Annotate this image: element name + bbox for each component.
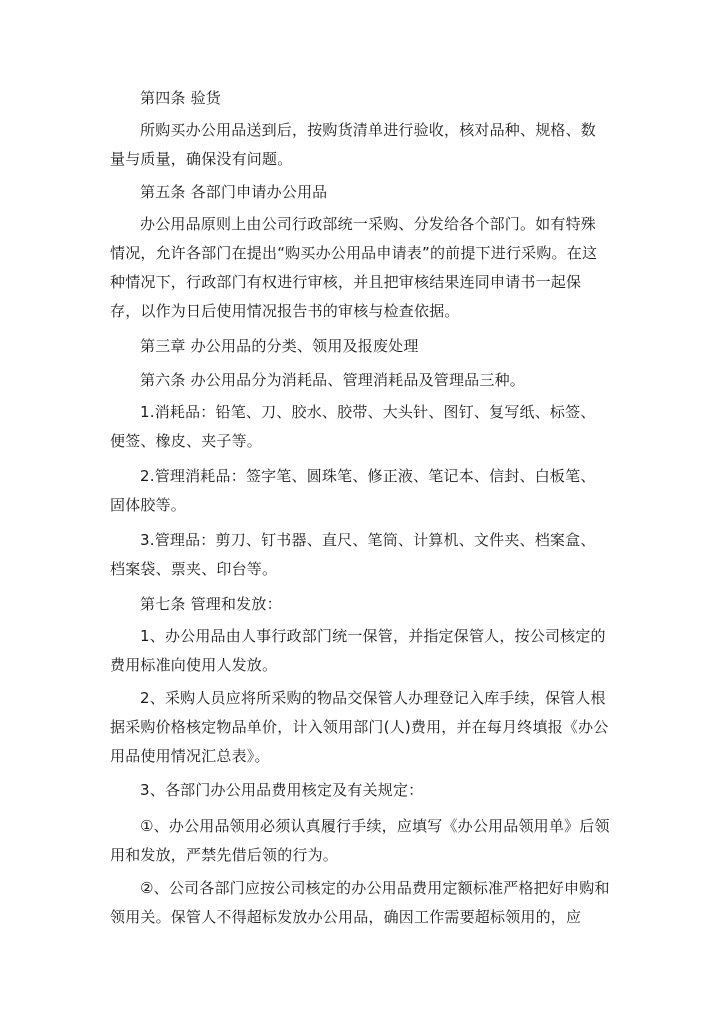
managed-goods-item: 3.管理品：剪刀、钉书器、直尺、笔筒、计算机、文件夹、档案盒、档案袋、票夹、印台等。 xyxy=(110,531,596,578)
rule-1: 1、办公用品由人事行政部门统一保管，并指定保管人，按公司核定的费用标准向使用人发放。 xyxy=(110,627,606,674)
article-7-heading: 第七条 管理和发放： xyxy=(140,595,282,613)
managed-consumables-item: 2.管理消耗品：签字笔、圆珠笔、修正液、笔记本、信封、白板笔、固体胶等。 xyxy=(110,467,596,514)
rule-3-heading: 3、各部门办公用品费用核定及有关规定： xyxy=(140,781,424,799)
rule-2: 2、采购人员应将所采购的物品交保管人办理登记入库手续，保管人根据采购价格核定物品单价，计入领用部门(人)费用，并在每月终填报《办公用品使用情况汇总表》。 xyxy=(110,689,609,765)
consumables-item: 1.消耗品：铅笔、刀、胶水、胶带、大头针、图钉、复写纸、标签、便签、橡皮、夹子等。 xyxy=(110,403,596,450)
chapter-3-heading: 第三章 办公用品的分类、领用及报废处理 xyxy=(140,337,419,355)
rule-3-item-1: ①、办公用品领用必须认真履行手续，应填写《办公用品领用单》后领用和发放，严禁先借后领的行为。 xyxy=(110,817,610,864)
article-4-heading: 第四条 验货 xyxy=(140,89,221,107)
article-6-heading: 第六条 办公用品分为消耗品、管理消耗品及管理品三种。 xyxy=(140,371,525,389)
article-4-body: 所购买办公用品送到后，按购货清单进行验收，核对品种、规格、数量与质量，确保没有问题。 xyxy=(110,121,597,168)
rule-3-item-2: ②、公司各部门应按公司核定的办公用品费用定额标准严格把好申购和领用关。保管人不得超标发放办公用品，确因工作需要超标领用的，应 xyxy=(110,879,610,926)
article-5-heading: 第五条 各部门申请办公用品 xyxy=(140,183,328,201)
article-5-body: 办公用品原则上由公司行政部统一采购、分发给各个部门。如有特殊情况，允许各部门在提出“购买办公用品申请表”的前提下进行采购。在这种情况下，行政部门有权进行审核，并且把审核结果连同申请书一起保存，以作为日后使用情况报告书的审核与检查依据。 xyxy=(110,215,598,320)
